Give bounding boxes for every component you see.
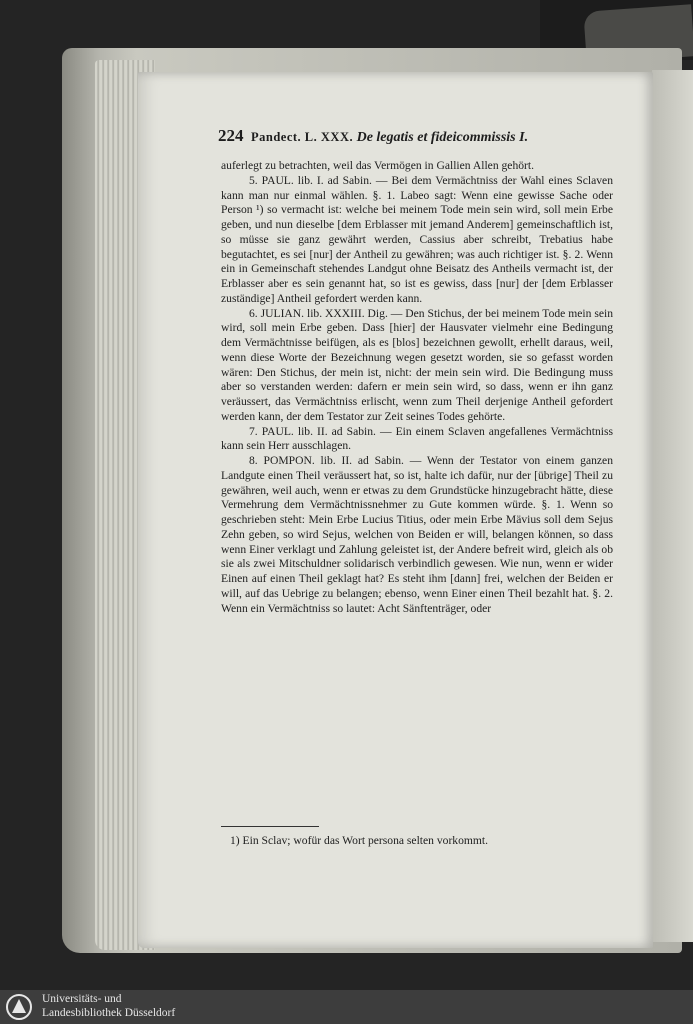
footnote-rule (221, 826, 319, 827)
page-header (218, 126, 618, 148)
paragraph: 8. POMPON. lib. II. ad Sabin. — Wenn der Testator von einem ganzen Landgute einen Theil veräussert hat, so ist, halte ich dafür, nur der [übrige] Theil zu gewähren, weil auch, wenn er etwas zu dem Grundstücke hinzugebracht hätte, diese Vermehrung dem Vermächtnissnehmer zu Gute kommen würde. §. 1. Wenn so geschrieben steht: Mein Erbe Lucius Titius, oder mein Erbe Mävius soll dem Sejus Zehn geben, so wird Sejus, welchen von Beiden er will, belangen können, so dass wenn Einer verklagt und Zahlung geleistet ist, der Andere befreit wird, gleich als ob sie als zwei Mitschuldner solidarisch verbindlich gewesen. Wie nun, wenn er wider Einen auf einen Theil geklagt hat? Es steht ihm [dann] frei, welchen der Beiden er will, auf das Uebrige zu belangen; ebenso, wenn Einer einen Theil bezahlt hat. §. 2. Wenn ein Vermächtniss so lautet: Acht Sänftenträger, oder (221, 454, 613, 615)
library-logo-icon (4, 993, 34, 1021)
facing-page (652, 70, 693, 942)
paragraph: 5. PAUL. lib. I. ad Sabin. — Bei dem Vermächtniss der Wahl eines Sclaven kann man nur einmal wählen. §. 1. Labeo sagt: Wenn eine gewisse Sache oder Person ¹) so vermacht ist: welche bei meinem Tode mein sein wird, soll mein Erbe geben, und nun dieselbe [dem Erblasser mit jemand Anderem] gemeinschaftlich ist, so müsse sie ganz gewährt werden, Cassius aber schreibt, Trebatius habe begutachtet, es sei [nur] der Antheil zu gewähren; was auch richtiger ist. §. 2. Wenn ein in Gemeinschaft stehendes Landgut ohne Beisatz des Antheils vermacht ist, der Erblasser aber es sein genannt hat, so ist es gewiss, dass [nur] der [dem Erblasser zuständige] Antheil gefordert werden kann. (221, 173, 613, 305)
page-body (221, 159, 613, 616)
paragraph: auferlegt zu betrachten, weil das Vermögen in Gallien Allen gehört. (221, 159, 535, 172)
library-name-line2: Landesbibliothek Düsseldorf (42, 1007, 176, 1019)
running-title: Pandect. L. XXX. (251, 130, 354, 144)
paragraph: 6. JULIAN. lib. XXXIII. Dig. — Den Stichus, der bei meinem Tode mein sein wird, soll mein Erbe geben. Dass [hier] der Hausvater vielmehr eine Bedingung dem Vermächtnisse beifügen, als es [blos] bezeichnen gewollt, erhellt daraus, weil, wenn diese Worte der Bezeichnung wegen gesetzt worden, sie so gefasst worden wären: Den Stichus, der mein ist, nicht: der mein sein wird. Die Bedingung muss aber so verstanden werden: dafern er mein sein wird, so dass, wenn er ihn ganz veräussert, das Vermächtniss erlischt, wenn zum Theil derjenige Antheil gefordert werden kann, der dem Testator zur Zeit seines Todes gehörte. (221, 306, 613, 423)
page-number: 224 (218, 126, 244, 145)
running-title-italic: De legatis et fideicommissis I. (356, 130, 529, 145)
library-name (42, 992, 175, 1020)
library-name-line1: Universitäts- und (42, 993, 122, 1005)
footnote: 1) Ein Sclav; wofür das Wort persona selten vorkommt. (230, 834, 489, 847)
paragraph: 7. PAUL. lib. II. ad Sabin. — Ein einem Sclaven angefallenes Vermächtniss kann sein Herr ausschlagen. (221, 424, 613, 453)
